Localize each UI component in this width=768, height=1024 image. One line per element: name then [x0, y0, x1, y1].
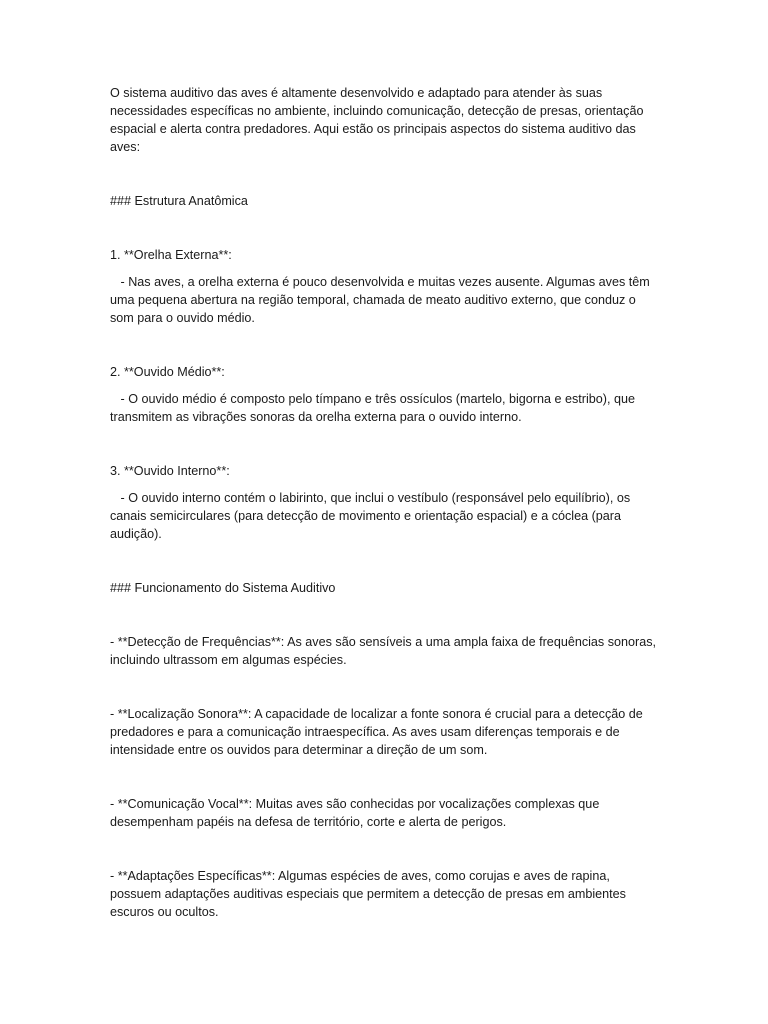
- document-body: [110, 84, 662, 921]
- item-body-ouvido-medio: - O ouvido médio é composto pelo tímpano e três ossículos (martelo, bigorna e estribo), que transmitem as vibrações sonoras da orelha externa para o ouvido interno.: [110, 392, 636, 424]
- item-title-ouvido-medio: 2. **Ouvido Médio**:: [110, 365, 225, 379]
- bullet-comunicacao-vocal: - **Comunicação Vocal**: Muitas aves são conhecidas por vocalizações complexas que desempenham papéis na defesa de território, corte e alerta de perigos.: [110, 797, 600, 829]
- heading-estrutura: ### Estrutura Anatômica: [110, 194, 248, 208]
- item-title-orelha-externa: 1. **Orelha Externa**:: [110, 248, 232, 262]
- bullet-localizacao-sonora: - **Localização Sonora**: A capacidade de localizar a fonte sonora é crucial para a detecção de predadores e para a comunicação intraespecífica. As aves usam diferenças temporais e de intensidade entre os ouvidos para determinar a direção de um som.: [110, 707, 643, 757]
- intro-paragraph: O sistema auditivo das aves é altamente desenvolvido e adaptado para atender às suas necessidades específicas no ambiente, incluindo comunicação, detecção de presas, orientação espacial e alerta contra predadores. Aqui estão os principais aspectos do sistema auditivo das aves:: [110, 86, 644, 154]
- item-body-orelha-externa: - Nas aves, a orelha externa é pouco desenvolvida e muitas vezes ausente. Algumas aves têm uma pequena abertura na região temporal, chamada de meato auditivo externo, que conduz o som para o ouvido médio.: [110, 275, 650, 325]
- bullet-deteccao-frequencias: - **Detecção de Frequências**: As aves são sensíveis a uma ampla faixa de frequências sonoras, incluindo ultrassom em algumas espécies.: [110, 635, 657, 667]
- heading-funcionamento: ### Funcionamento do Sistema Auditivo: [110, 581, 336, 595]
- item-body-ouvido-interno: - O ouvido interno contém o labirinto, que inclui o vestíbulo (responsável pelo equilíbrio), os canais semicirculares (para detecção de movimento e orientação espacial) e a cóclea (para audição).: [110, 491, 631, 541]
- item-title-ouvido-interno: 3. **Ouvido Interno**:: [110, 464, 230, 478]
- bullet-adaptacoes-especificas: - **Adaptações Específicas**: Algumas espécies de aves, como corujas e aves de rapina, possuem adaptações auditivas especiais que permitem a detecção de presas em ambientes escuros ou ocultos.: [110, 869, 626, 919]
